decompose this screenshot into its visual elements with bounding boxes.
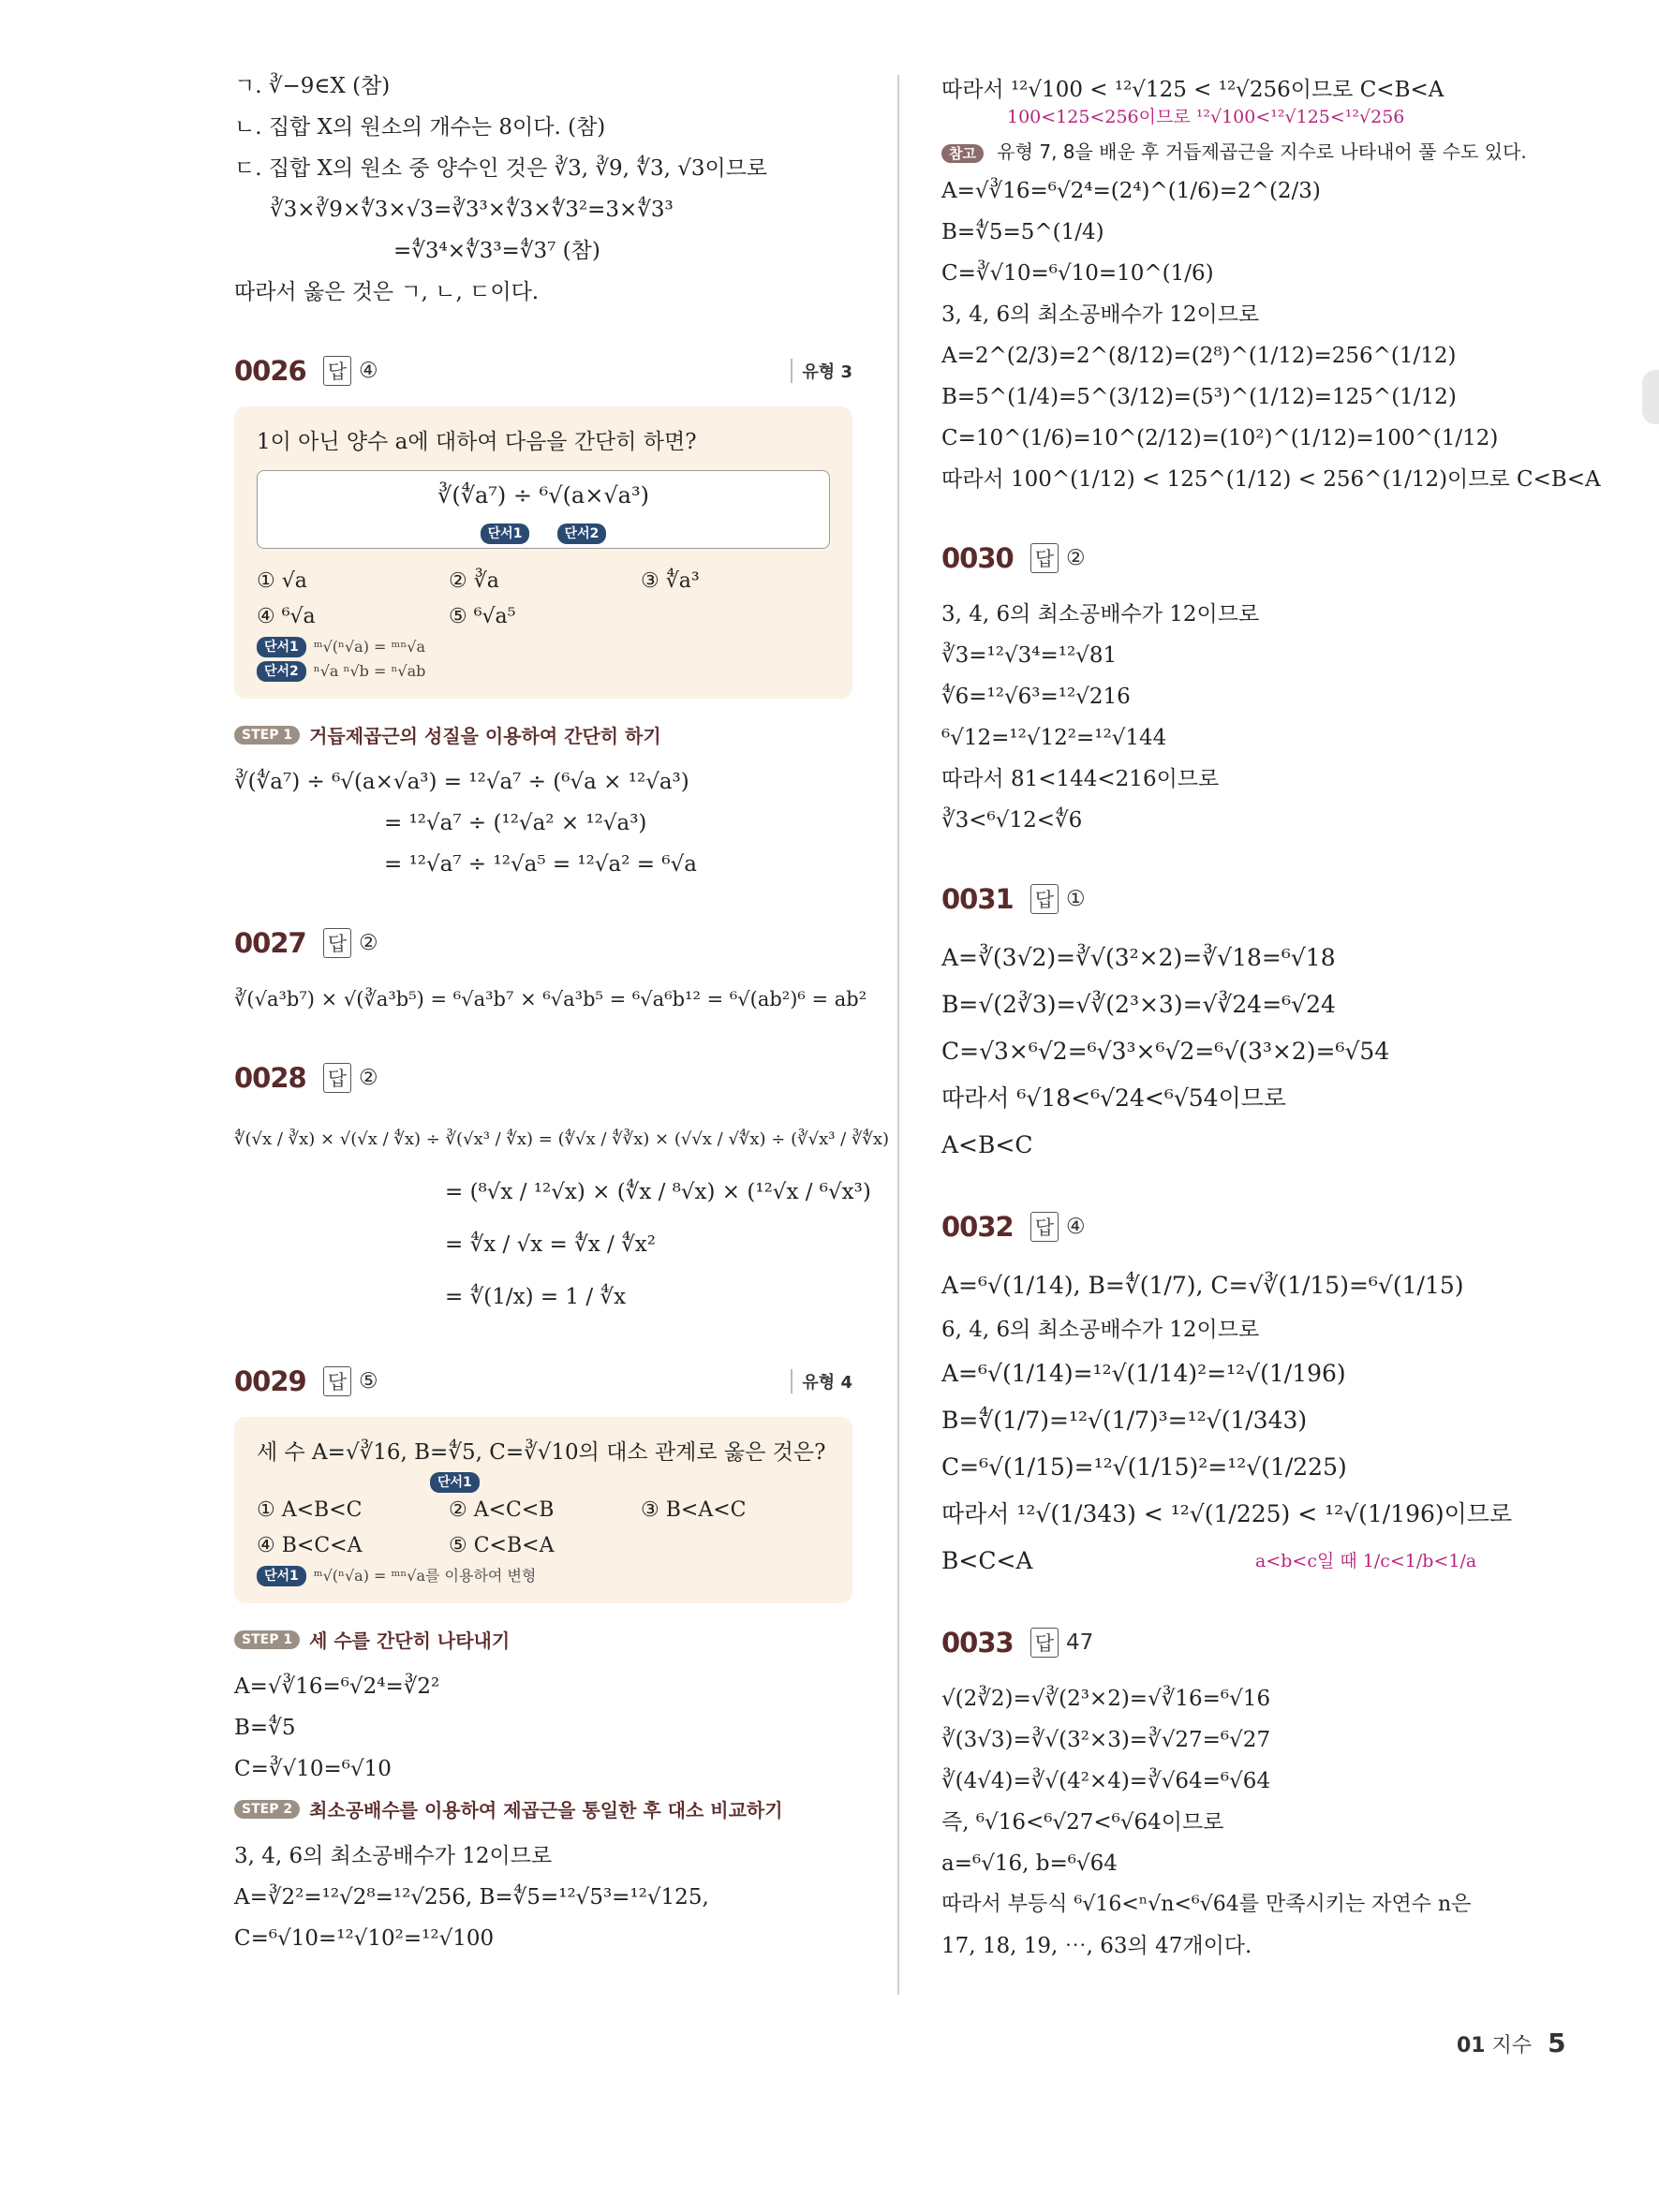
solution-line: = ∜x / √x = ∜x / ∜x² [445, 1232, 656, 1257]
problem-header [941, 1208, 1541, 1246]
choice: ① √a [257, 569, 307, 593]
answer-label: 답 [1030, 1212, 1059, 1242]
solution-line: A=√∛16=⁶√2⁴=∛2² [234, 1674, 440, 1699]
clue-pill: 단서2 [257, 661, 306, 682]
answer-label: 답 [323, 1063, 351, 1093]
solution-line: B=∜(1/7)=¹²√(1/7)³=¹²√(1/343) [941, 1407, 1308, 1434]
answer-value: ④ [1066, 1215, 1086, 1239]
solution-line: C=√3×⁶√2=⁶√3³×⁶√2=⁶√(3³×2)=⁶√54 [941, 1038, 1390, 1065]
solution-line: a=⁶√16, b=⁶√64 [941, 1851, 1118, 1876]
clue-pill: 단서1 [481, 524, 530, 544]
choice: ③ ∜a³ [641, 569, 700, 593]
solution-line: C=∛√10=⁶√10=10^(1/6) [941, 261, 1214, 286]
problem-0031 [941, 880, 1541, 1169]
answer-value: ⑤ [359, 1369, 378, 1394]
problem-0027 [234, 924, 867, 1020]
answer-value: ① [1066, 887, 1086, 911]
clue-hint [257, 659, 830, 684]
step-title: 세 수를 간단히 나타내기 [309, 1630, 511, 1652]
choice: ④ ⁶√a [257, 605, 316, 628]
answer-label: 답 [1030, 1628, 1059, 1658]
clue-hint [257, 635, 830, 659]
problem-number: 0027 [234, 927, 306, 959]
solution-line: C=∛√10=⁶√10 [234, 1757, 392, 1781]
solution-line: 따라서 ¹²√100 < ¹²√125 < ¹²√256이므로 C<B<A [941, 78, 1444, 102]
choice: ② A<C<B [449, 1498, 555, 1522]
solution-line: C=10^(1/6)=10^(2/12)=(10²)^(1/12)=100^(1/12) [941, 426, 1499, 450]
problem-0029-continued [941, 69, 1601, 500]
question-box [234, 1417, 852, 1603]
answer-value: 47 [1066, 1630, 1094, 1655]
choice: ④ B<C<A [257, 1534, 363, 1557]
answer-value: ② [359, 1066, 378, 1090]
intro-line: =∜3⁴×∜3³=∜3⁷ (참) [393, 239, 600, 263]
page-number: 5 [1548, 2028, 1566, 2058]
note-badge: 참고 [941, 144, 984, 163]
step-badge: STEP 2 [234, 1800, 300, 1819]
problem-header [234, 1059, 852, 1097]
solution-line: C=⁶√10=¹²√10²=¹²√100 [234, 1926, 495, 1951]
chapter-number: 01 [1457, 2034, 1486, 2057]
solution-line: C=⁶√(1/15)=¹²√(1/15)²=¹²√(1/225) [941, 1453, 1347, 1481]
step-heading [234, 721, 852, 748]
solution-line: ∜(√x / ∛x) × √(√x / ∜x) ÷ ∛(√x³ / ∜x) = (∜√x / ∜∛x) × (√√x / √∜x) ÷ (∛√x³ / ∛∜x) [234, 1129, 890, 1149]
step-heading [234, 1795, 852, 1822]
answer-value: ② [359, 931, 378, 955]
solution-line: ∜6=¹²√6³=¹²√216 [941, 685, 1131, 709]
solution-line: B=∜5 [234, 1716, 296, 1740]
question-text: 1이 아닌 양수 a에 대하여 다음을 간단히 하면? [257, 430, 697, 454]
type-tag: 유형 4 [791, 1369, 852, 1394]
solution-line: 따라서 ⁶√18<⁶√24<⁶√54이므로 [941, 1084, 1287, 1112]
intro-line: ∛3×∛9×∜3×√3=∛3³×∜3×∜3²=3×∜3³ [270, 198, 674, 222]
problem-header [941, 539, 1541, 577]
answer-label: 답 [323, 356, 351, 386]
annotation [941, 107, 1541, 135]
intro-line: ㄱ. ∛−9∈X (참) [234, 74, 391, 98]
clue-pill: 단서2 [557, 524, 607, 544]
problem-number: 0029 [234, 1365, 306, 1397]
solution-line: A<B<C [941, 1131, 1033, 1158]
clue-pill: 단서1 [257, 637, 306, 657]
solution-line: = ¹²√a⁷ ÷ ¹²√a⁵ = ¹²√a² = ⁶√a [384, 852, 697, 877]
note-text: 유형 7, 8을 배운 후 거듭제곱근을 지수로 나타내어 풀 수도 있다. [997, 140, 1527, 163]
solution-line: 따라서 100^(1/12) < 125^(1/12) < 256^(1/12)이므로 C<B<A [941, 467, 1601, 492]
step-heading [234, 1626, 852, 1653]
hint-text: ᵐ√(ⁿ√a) = ᵐⁿ√a를 이용하여 변형 [313, 1567, 537, 1585]
step-title: 최소공배수를 이용하여 제곱근을 통일한 후 대소 비교하기 [309, 1799, 783, 1821]
problem-0032 [941, 1208, 1541, 1585]
type-tag: 유형 3 [791, 359, 852, 383]
problem-number: 0031 [941, 883, 1014, 915]
expression-box [257, 470, 830, 549]
choice: ③ B<A<C [641, 1498, 747, 1522]
solution-line: ⁶√12=¹²√12²=¹²√144 [941, 726, 1167, 750]
solution-line: = ¹²√a⁷ ÷ (¹²√a² × ¹²√a³) [384, 811, 647, 835]
problem-number: 0033 [941, 1627, 1014, 1659]
problem-0026 [234, 352, 852, 885]
solution-line: 3, 4, 6의 최소공배수가 12이므로 [941, 302, 1260, 327]
chapter-title: 지수 [1491, 2034, 1533, 2057]
solution-line: = ∜(1/x) = 1 / ∜x [445, 1285, 627, 1309]
choices [257, 564, 830, 635]
problem-number: 0028 [234, 1062, 306, 1094]
solution-line: 17, 18, 19, ⋯, 63의 47개이다. [941, 1934, 1252, 1958]
solution-line: A=∛(3√2)=∛√(3²×2)=∛√18=⁶√18 [941, 944, 1336, 971]
answer-label: 답 [323, 1366, 351, 1396]
note [941, 135, 1541, 170]
intro-solution [234, 66, 852, 313]
solution-line: A=√∛16=⁶√2⁴=(2⁴)^(1/6)=2^(2/3) [941, 179, 1321, 203]
choices [257, 1493, 830, 1564]
problem-header [234, 1363, 852, 1400]
problem-header [941, 1624, 1541, 1661]
problem-header [941, 880, 1541, 918]
left-column [234, 66, 890, 1959]
page-footer [1457, 2028, 1566, 2058]
problem-header [234, 352, 852, 390]
problem-header [234, 924, 852, 962]
solution-line: A=2^(2/3)=2^(8/12)=(2⁸)^(1/12)=256^(1/12) [941, 344, 1457, 368]
question-text: 세 수 A=√∛16, B=∜5, C=∛√10의 대소 관계로 옳은 것은? [257, 1440, 826, 1465]
clue-hint [257, 1564, 830, 1588]
solution-line: = (⁸√x / ¹²√x) × (∜x / ⁸√x) × (¹²√x / ⁶√x³) [445, 1180, 871, 1204]
problem-number: 0032 [941, 1211, 1014, 1243]
clue-pills [258, 524, 829, 544]
column-divider [897, 75, 899, 1995]
expression: ∛(∜a⁷) ÷ ⁶√(a×√a³) [437, 482, 649, 509]
solution-line: ∛(∜a⁷) ÷ ⁶√(a×√a³) = ¹²√a⁷ ÷ (⁶√a × ¹²√a³) [234, 770, 689, 794]
problem-0029 [234, 1363, 852, 1959]
solution-line: ∛3=¹²√3⁴=¹²√81 [941, 643, 1118, 668]
step-badge: STEP 1 [234, 1630, 300, 1649]
solution-line: A=⁶√(1/14), B=∜(1/7), C=√∛(1/15)=⁶√(1/15) [941, 1272, 1464, 1299]
solution-line: √(2∛2)=√∛(2³×2)=√∛16=⁶√16 [941, 1687, 1271, 1711]
right-column [941, 69, 1601, 1967]
problem-0030 [941, 539, 1541, 841]
choice: ⑤ ⁶√a⁵ [449, 605, 516, 628]
choice: ① A<B<C [257, 1498, 363, 1522]
problem-0028 [234, 1059, 890, 1323]
choice: ⑤ C<B<A [449, 1534, 555, 1557]
answer-label: 답 [1030, 884, 1059, 914]
solution-line: B=∜5=5^(1/4) [941, 220, 1104, 244]
intro-line: 따라서 옳은 것은 ㄱ, ㄴ, ㄷ이다. [234, 280, 540, 304]
solution-line: 따라서 81<144<216이므로 [941, 767, 1220, 791]
intro-line: ㄷ. 집합 X의 원소 중 양수인 것은 ∛3, ∛9, ∜3, √3이므로 [234, 156, 768, 181]
problem-number: 0030 [941, 542, 1014, 574]
problem-0033 [941, 1624, 1541, 1967]
annotation-text: a<b<c일 때 1/c<1/b<1/a [1255, 1551, 1477, 1571]
solution-line: A=∛2²=¹²√2⁸=¹²√256, B=∜5=¹²√5³=¹²√125, [234, 1885, 709, 1910]
answer-value: ② [1066, 546, 1086, 570]
answer-value: ④ [359, 359, 378, 383]
clue-pill: 단서1 [257, 1566, 306, 1586]
solution-line: B=5^(1/4)=5^(3/12)=(5³)^(1/12)=125^(1/12) [941, 385, 1457, 409]
solution-line: A=⁶√(1/14)=¹²√(1/14)²=¹²√(1/196) [941, 1360, 1346, 1387]
solution-text: B<C<A [941, 1547, 1033, 1574]
solution-line: 3, 4, 6의 최소공배수가 12이므로 [941, 602, 1260, 627]
question-box [234, 406, 852, 699]
annotation-text: 100<125<256이므로 ¹²√100<¹²√125<¹²√256 [1007, 107, 1405, 127]
solution-line: 따라서 ¹²√(1/343) < ¹²√(1/225) < ¹²√(1/196)이므로 [941, 1500, 1513, 1527]
solution-line: 6, 4, 6의 최소공배수가 12이므로 [941, 1318, 1260, 1342]
solution-line: ∛(3√3)=∛√(3²×3)=∛√27=⁶√27 [941, 1728, 1271, 1752]
solution-line: ∛3<⁶√12<∜6 [941, 808, 1083, 833]
hint-text: ⁿ√a ⁿ√b = ⁿ√ab [313, 662, 426, 680]
solution-line: ∛(4√4)=∛√(4²×4)=∛√64=⁶√64 [941, 1769, 1271, 1793]
solution-line: 따라서 부등식 ⁶√16<ⁿ√n<⁶√64를 만족시키는 자연수 n은 [941, 1893, 1472, 1916]
solution-line [941, 1538, 1541, 1585]
solution-line: 즉, ⁶√16<⁶√27<⁶√64이므로 [941, 1810, 1224, 1835]
step-title: 거듭제곱근의 성질을 이용하여 간단히 하기 [309, 725, 661, 747]
hint-text: ᵐ√(ⁿ√a) = ᵐⁿ√a [313, 638, 425, 656]
step-badge: STEP 1 [234, 726, 300, 745]
solution-line: ∛(√a³b⁷) × √(∛a³b⁵) = ⁶√a³b⁷ × ⁶√a³b⁵ = ⁶√a⁶b¹² = ⁶√(ab²)⁶ = ab² [234, 988, 867, 1010]
clue-pill-row [257, 1471, 830, 1493]
choice: ② ∛a [449, 569, 499, 593]
answer-label: 답 [323, 928, 351, 958]
solution-line: B=√(2∛3)=√∛(2³×3)=√∛24=⁶√24 [941, 991, 1336, 1018]
problem-number: 0026 [234, 355, 306, 387]
chapter-side-tab [1642, 370, 1659, 424]
solution-line: 3, 4, 6의 최소공배수가 12이므로 [234, 1844, 553, 1868]
clue-pill: 단서1 [430, 1472, 480, 1493]
answer-label: 답 [1030, 543, 1059, 573]
intro-line: ㄴ. 집합 X의 원소의 개수는 8이다. (참) [234, 115, 606, 140]
